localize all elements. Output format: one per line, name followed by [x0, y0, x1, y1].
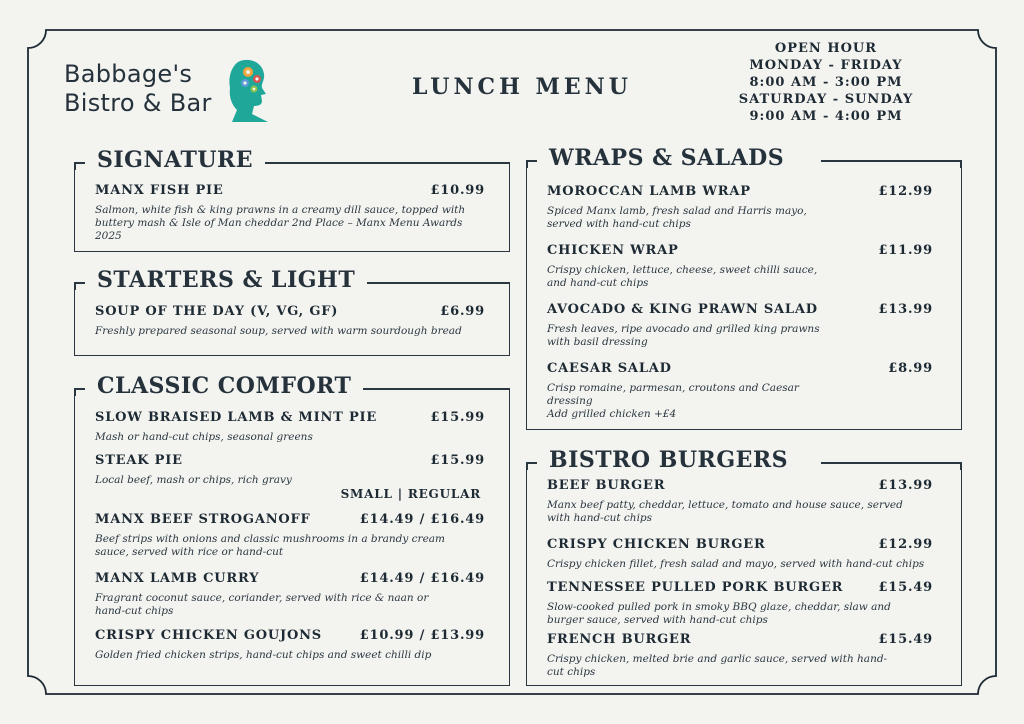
section-bistro-burgers [526, 447, 962, 686]
section-classic-comfort [74, 373, 510, 686]
section-signature [74, 147, 510, 252]
head-gears-icon [224, 58, 272, 124]
item-price: £10.99 / £13.99 [359, 628, 485, 643]
menu-item [95, 453, 485, 487]
item-description: Slow-cooked pulled pork in smoky BBQ glaze, cheddar, slaw and burger sauce, served with hand-cut chips [547, 601, 891, 626]
weekday-days: MONDAY - FRIDAY [749, 58, 903, 73]
opening-hours [726, 40, 926, 125]
item-description: Mash or hand-cut chips, seasonal greens [95, 431, 313, 443]
section-heading: SIGNATURE [85, 147, 265, 173]
item-price: £15.49 [878, 580, 933, 595]
item-price: £15.49 [878, 632, 933, 647]
section-heading: STARTERS & LIGHT [85, 267, 367, 293]
menu-item [547, 580, 933, 627]
brand-name-line1: Babbage's [64, 60, 193, 88]
weekday-time: 8:00 AM - 3:00 PM [749, 75, 903, 90]
item-addon: Add grilled chicken +£4 [547, 408, 677, 420]
section-starters [74, 267, 510, 356]
brand-logo [64, 60, 212, 118]
menu-item [95, 628, 485, 662]
item-price: £8.99 [888, 361, 933, 376]
menu-item [95, 571, 485, 618]
section-heading: CLASSIC COMFORT [85, 373, 363, 399]
item-description: Beef strips with onions and classic mushrooms in a brandy cream sauce, served with rice or hand-cut [95, 533, 446, 558]
item-description: Local beef, mash or chips, rich gravy [95, 474, 292, 486]
item-price: £15.99 [430, 453, 485, 468]
menu-item [95, 512, 485, 559]
weekend-time: 9:00 AM - 4:00 PM [749, 109, 903, 124]
menu-item [95, 304, 485, 338]
item-name: TENNESSEE PULLED PORK BURGER [547, 580, 844, 595]
item-price: £13.99 [878, 302, 933, 317]
item-description: Crisp romaine, parmesan, croutons and Caesar dressing [547, 382, 799, 407]
item-description: Crispy chicken, lettuce, cheese, sweet chilli sauce, and hand-cut chips [547, 264, 818, 289]
item-description: Crispy chicken, melted brie and garlic sauce, served with hand-cut chips [547, 653, 888, 678]
item-price: £12.99 [878, 184, 933, 199]
item-price: £10.99 [430, 183, 485, 198]
item-description: Golden fried chicken strips, hand-cut chips and sweet chilli dip [95, 649, 432, 661]
item-name: CRISPY CHICKEN GOUJONS [95, 628, 322, 643]
item-name: SOUP OF THE DAY (V, VG, GF) [95, 304, 339, 319]
item-name: CHICKEN WRAP [547, 243, 679, 258]
item-name: MANX BEEF STROGANOFF [95, 512, 311, 527]
item-name: SLOW BRAISED LAMB & MINT PIE [95, 410, 378, 425]
hours-heading: OPEN HOUR [774, 41, 878, 56]
item-description: Fresh leaves, ripe avocado and grilled king prawns with basil dressing [547, 323, 820, 348]
section-heading: BISTRO BURGERS [537, 447, 800, 473]
menu-item [95, 183, 485, 243]
page-title: LUNCH MENU [412, 74, 632, 100]
section-wraps-salads [526, 145, 962, 430]
item-name: MANX FISH PIE [95, 183, 224, 198]
item-price: £14.49 / £16.49 [359, 512, 485, 527]
item-price: £11.99 [878, 243, 933, 258]
item-price: £14.49 / £16.49 [359, 571, 485, 586]
menu-item [547, 184, 933, 231]
brand-name-line2: Bistro & Bar [64, 89, 212, 117]
menu-item [547, 537, 933, 571]
menu-item [547, 632, 933, 679]
menu-item [95, 410, 485, 444]
item-price: £6.99 [440, 304, 485, 319]
size-label: SMALL | REGULAR [340, 487, 481, 501]
item-name: MOROCCAN LAMB WRAP [547, 184, 751, 199]
item-description: Fragrant coconut sauce, coriander, served with rice & naan or hand-cut chips [95, 592, 429, 617]
menu-item [547, 478, 933, 525]
item-description: Manx beef patty, cheddar, lettuce, tomato and house sauce, served with hand-cut chips [547, 499, 903, 524]
menu-item [547, 243, 933, 290]
item-name: BEEF BURGER [547, 478, 666, 493]
item-name: FRENCH BURGER [547, 632, 692, 647]
item-description: Spiced Manx lamb, fresh salad and Harris mayo, served with hand-cut chips [547, 205, 807, 230]
item-name: CRISPY CHICKEN BURGER [547, 537, 766, 552]
item-description: Freshly prepared seasonal soup, served with warm sourdough bread [95, 325, 462, 337]
item-name: STEAK PIE [95, 453, 183, 468]
weekend-days: SATURDAY - SUNDAY [738, 92, 914, 107]
item-description: Salmon, white fish & king prawns in a creamy dill sauce, topped with buttery mash & Isle of Man cheddar 2nd Place – Manx Menu Awards 2025 [95, 204, 466, 242]
item-description: Crispy chicken fillet, fresh salad and mayo, served with hand-cut chips [547, 558, 925, 570]
item-price: £13.99 [878, 478, 933, 493]
item-name: CAESAR SALAD [547, 361, 672, 376]
item-price: £12.99 [878, 537, 933, 552]
item-name: AVOCADO & KING PRAWN SALAD [547, 302, 818, 317]
item-name: MANX LAMB CURRY [95, 571, 260, 586]
item-price: £15.99 [430, 410, 485, 425]
menu-item [547, 361, 933, 421]
section-heading: WRAPS & SALADS [537, 145, 796, 171]
menu-item [547, 302, 933, 349]
